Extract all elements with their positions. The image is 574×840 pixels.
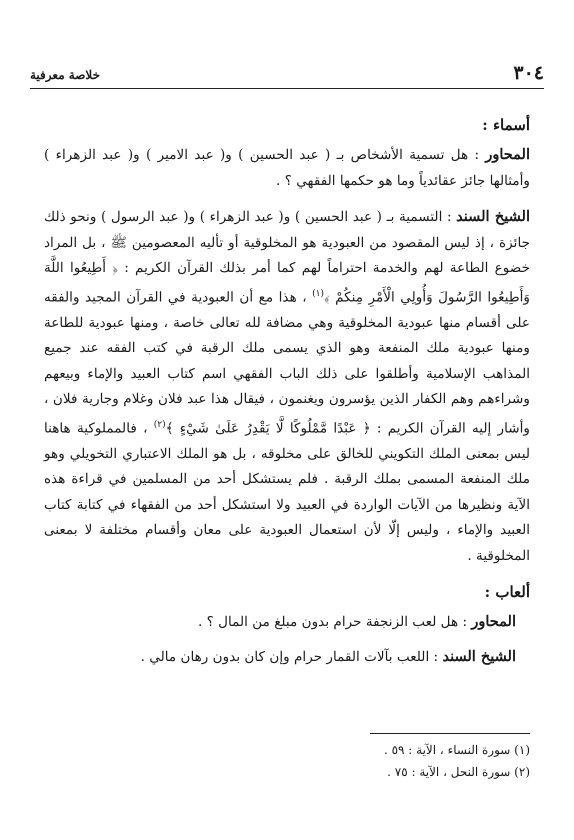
answer-text-part-2: ، هذا مع أن العبودية في القرآن المجيد والفقه على أقسام منها عبودية المخلوقية وهي مضافة لله تعالى خاصة ، ومنها عبودية للطاعة ومنها عبودية ملك المنفعة وهو الذي يسمى ملك الرقبة في كتب الفقه عند جميع المذاهب الإسلامية وأطلقوا على ذلك الباب الفقهي اسم كتاب العبيد والإماء وبيعهم وشراءهم وهم الكفار الذين يؤسرون ويغنمون ، فيقال هذا عبد فلان وغلام وجارية فلان ، وأشار إليه القرآن الكريم :: [44, 289, 530, 437]
quran-verse-2: ﴿ عَبْدًا مَّمْلُوكًا لَّا يَقْدِرُ عَلَىٰ شَيْءٍ ﴾: [165, 420, 371, 437]
question-text: : هل تسمية الأشخاص بـ ( عبد الحسين ) و( عبد الامير ) و( عبد الزهراء ) وأمثالها جائز عقائدياً وما هو حكمها الفقهي ؟ .: [44, 147, 530, 189]
answer-games: [44, 644, 530, 671]
footnote-ref-1: (١): [312, 288, 324, 299]
footnotes: [44, 739, 530, 783]
question-names: [44, 142, 530, 194]
answer-text-part-1: : التسمية بـ ( عبد الحسين ) و( عبد الزهراء ) و( عبد الرسول ) ونحو ذلك جائزة ، إذ ليس المقصود من العبودية هو المخلوقية أو تأليه المعصومين ﷺ ، بل المراد خضوع الطاعة لهم والخدمة احتراماً لهم كما أمر بذلك القرآن الكريم :: [44, 209, 530, 276]
speaker-label: الشيخ السند: [456, 208, 530, 225]
footnote-divider: [370, 733, 530, 734]
quran-verse-1: ﴿ أَطِيعُوا اللَّهَ وَأَطِيعُوا الرَّسُولَ وَأُولِي الْأَمْرِ مِنكُمْ ﴾: [44, 260, 530, 306]
answer-names: [44, 204, 530, 569]
answer-text-part-3: ، فالمملوكية هاهنا ليس بمعنى الملك التكويني للخالق على مخلوقه ، بل هو الملك الاعتباري التخويلي وهو ملك المنفعة المسمى بملك الرقبة . فلم يستشكل أحد من المسلمين في قراءة هذه الآية ونظيرها من الآيات الواردة في العبيد ولا استشكل أحد من الفقهاء في كتابة كتاب العبيد والإماء ، وليس إلّا لأن استعمال العبودية على معان وأقسام مختلفة لا بمعنى المخلوقية .: [44, 420, 530, 564]
question-text: : هل لعب الزنجفة حرام بدون مبلغ من المال ؟ .: [197, 614, 472, 631]
answer-text: : اللعب بآلات القمار حرام وإن كان بدون رهان مالي .: [140, 648, 443, 665]
question-games: [44, 609, 530, 636]
page-body: [44, 112, 530, 678]
footnote-2: (٢) سورة النحل ، الآية : ٧٥ .: [387, 765, 530, 779]
running-title: خلاصة معرفية: [30, 68, 101, 82]
page-header: [30, 62, 544, 89]
page-number: ٣٠٤: [513, 62, 544, 84]
speaker-label: المحاور: [485, 146, 530, 163]
section-heading-names: أسماء :: [482, 116, 530, 134]
section-heading-games: ألعاب :: [484, 583, 530, 602]
speaker-label: الشيخ السند: [442, 647, 516, 665]
speaker-label: المحاور: [471, 613, 516, 631]
footnote-1: (١) سورة النساء ، الآية : ٥٩ .: [383, 743, 530, 757]
footnote-ref-2: (٢): [153, 419, 166, 430]
